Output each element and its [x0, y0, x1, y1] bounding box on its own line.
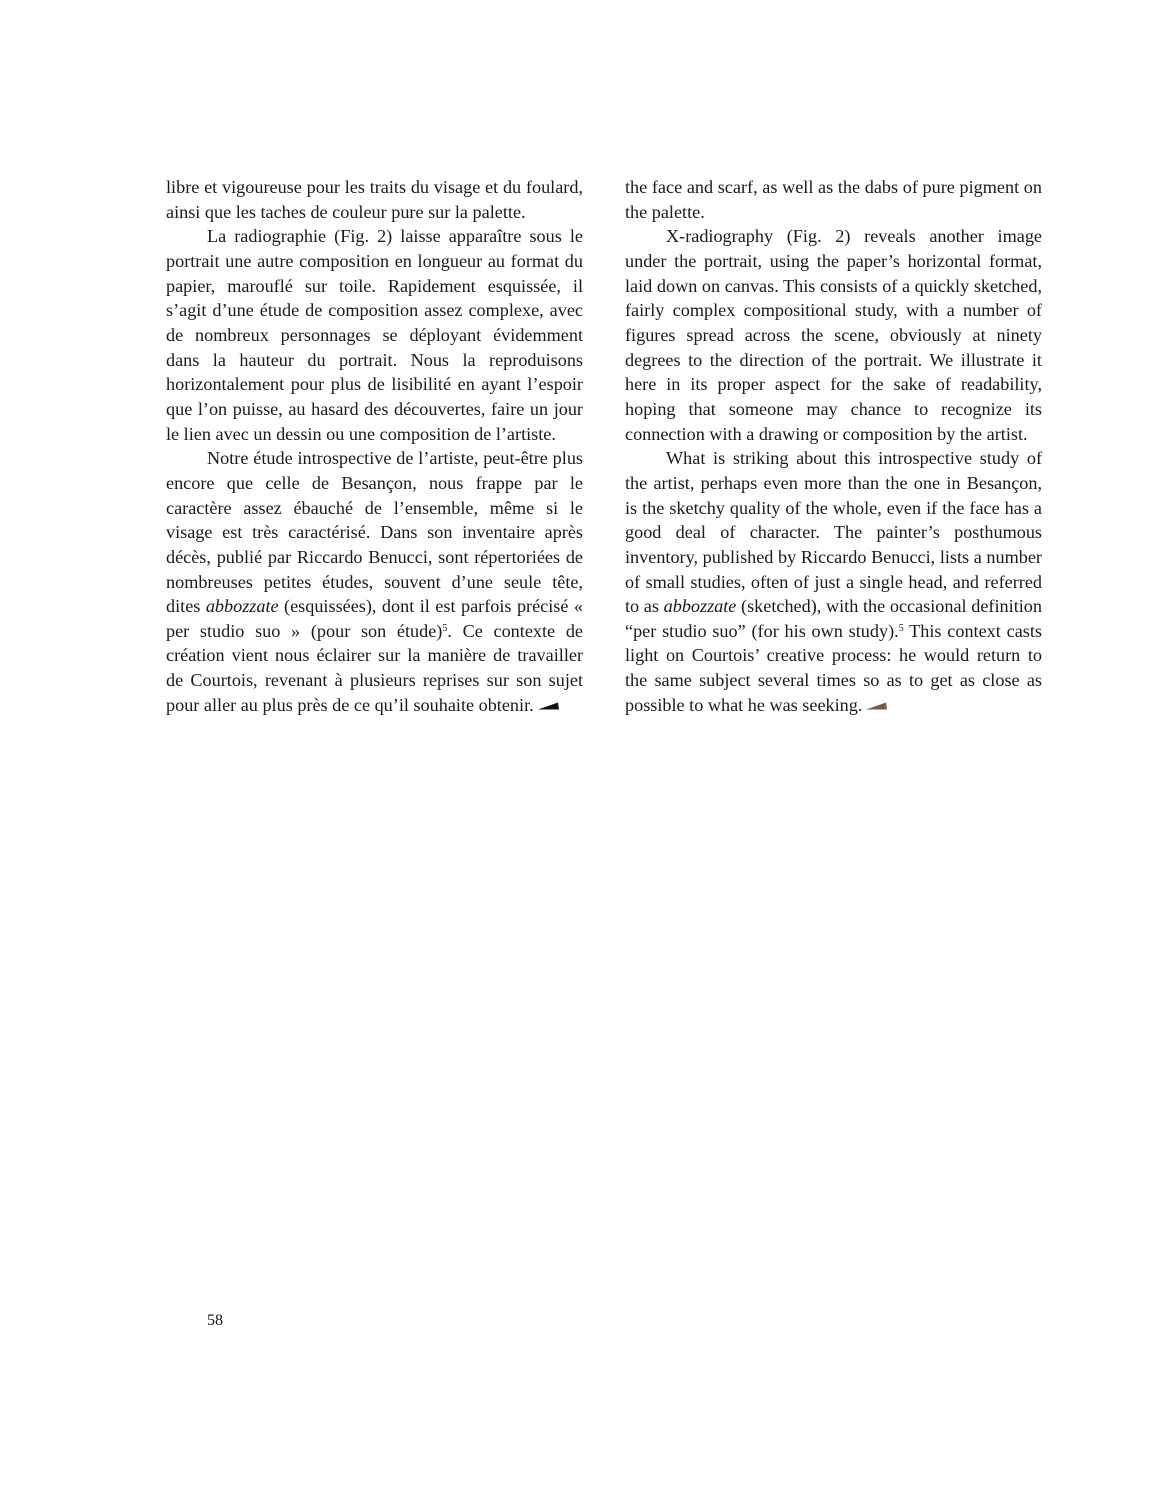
french-text-column [166, 175, 583, 717]
page-number: 58 [207, 1312, 223, 1329]
paragraph-fr-2: La radiographie (Fig. 2) laisse apparaître sous le portrait une autre composition en longueur au format du papier, marouflé sur toile. Rapidement esquissée, il s’agit d’une étude de composition assez complexe, avec de nombreux personnages se déployant évidemment dans la hauteur du portrait. Nous la reproduisons horizontalement pour plus de lisibilité en ayant l’espoir que l’on puisse, au hasard des découvertes, faire un jour le lien avec un dessin ou une composition de l’artiste. [166, 226, 583, 444]
end-mark-icon [866, 702, 888, 710]
end-mark-icon [538, 702, 560, 710]
italic-term-abbozzate: abbozzate [205, 596, 279, 617]
footnote-ref-5[interactable]: 5 [442, 622, 448, 634]
paragraph-fr-3-part-a: Notre étude introspective de l’artiste, peut-être plus encore que celle de Besançon, nous frappe par le caractère assez ébauché de l’ensemble, même si le visage est très caractérisé. Dans son inventaire après décès, publié par Riccardo Benucci, sont répertoriées de nombreuses petites études, souvent d’une seule tête, dites [166, 448, 583, 617]
paragraph-en-3-part-b: (sketched), with the occasional definition “per studio suo” (for his own study). [625, 596, 1042, 641]
footnote-ref-5[interactable]: 5 [898, 622, 904, 634]
paragraph-en-3-part-c: This context casts light on Courtois’ creative process: he would return to the same subject several times so as to get as close as possible to what he was seeking. [625, 620, 1042, 715]
paragraph-en-3-part-a: What is striking about this introspective study of the artist, perhaps even more than the one in Besançon, is the sketchy quality of the whole, even if the face has a good deal of character. The painter’s posthumous inventory, published by Riccardo Benucci, lists a number of small studies, often of just a single head, and referred to as [625, 448, 1042, 617]
paragraph-en-1: the face and scarf, as well as the dabs of pure pigment on the palette. [625, 177, 1042, 222]
paragraph-en-3 [625, 446, 1042, 717]
paragraph-en-2: X-radiography (Fig. 2) reveals another image under the portrait, using the paper’s horizontal format, laid down on canvas. This consists of a quickly sketched, fairly complex compositional study, with a number of figures spread across the scene, obviously at ninety degrees to the direction of the portrait. We illustrate it here in its proper aspect for the sake of readability, hoping that someone may chance to recognize its connection with a drawing or composition by the artist. [625, 226, 1042, 444]
paragraph-fr-3-part-b: (esquissées), dont il est parfois précisé « per studio suo » (pour son étude) [166, 596, 584, 641]
paragraph-fr-1: libre et vigoureuse pour les traits du visage et du foulard, ainsi que les taches de couleur pure sur la palette. [166, 177, 583, 222]
english-text-column [625, 175, 1042, 717]
paragraph-fr-3 [166, 446, 583, 717]
paragraph-fr-3-part-c: . Ce contexte de création vient nous éclairer sur la manière de travailler de Courtois, revenant à plusieurs reprises sur son sujet pour aller au plus près de ce qu’il souhaite obtenir. [166, 620, 583, 715]
italic-term-abbozzate: abbozzate [663, 596, 737, 617]
